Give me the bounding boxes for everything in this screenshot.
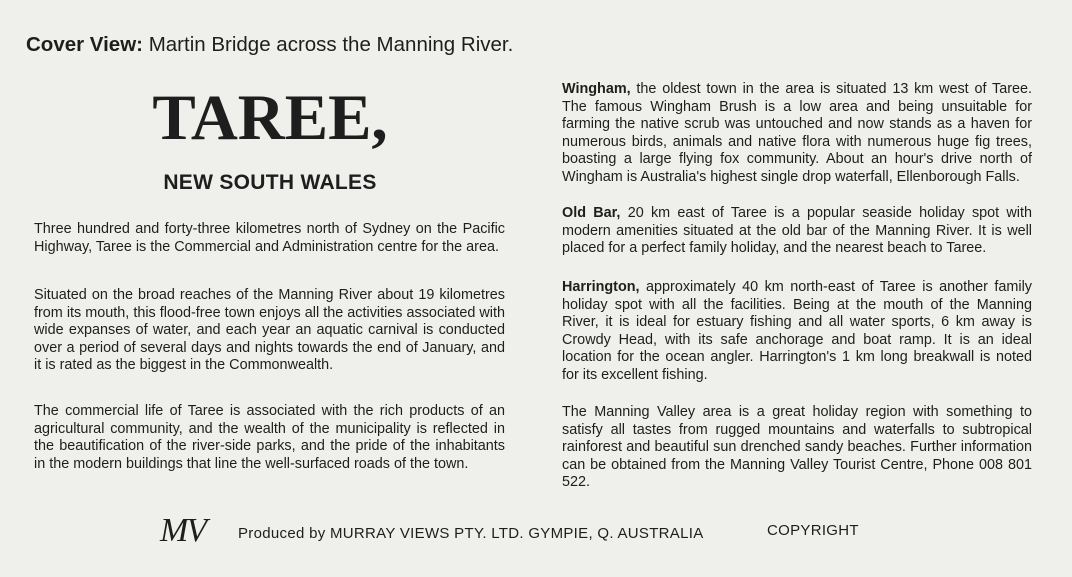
copyright-notice: COPYRIGHT (767, 522, 859, 539)
producer-credit: Produced by MURRAY VIEWS PTY. LTD. GYMPIE, Q. AUSTRALIA (238, 525, 704, 542)
right-column (562, 0, 1032, 577)
text-manning-valley: The Manning Valley area is a great holiday region with something to satisfy all tastes from rugged mountains and waterfalls to subtropical rainforest and beautiful sun drenched sandy beaches. Further information can be obtained from the Manning Valley Tourist Centre, Phone 008 801 522. (562, 404, 1032, 491)
paragraph-river: Situated on the broad reaches of the Manning River about 19 kilometres from its mouth, this flood-free town enjoys all the activities associated with wide expanses of water, and each year an aquatic carnival is conducted over a period of several days and nights towards the end of January, and it is rated as the biggest in the Commonwealth. (34, 287, 505, 374)
paragraph-commercial: The commercial life of Taree is associated with the rich products of an agricultural community, and the wealth of the municipality is reflected in the beautification of the river-side parks, and the pride of the inhabitants in the modern buildings that line the well-surfaced roads of the town. (34, 403, 505, 472)
paragraph-old-bar (562, 205, 1032, 258)
cover-view-text: Martin Bridge across the Manning River. (148, 33, 514, 56)
paragraph-wingham (562, 81, 1032, 187)
lead-harrington: Harrington, (562, 279, 640, 295)
page-title: TAREE, (152, 82, 388, 154)
cover-view-label: Cover View: (26, 33, 143, 56)
lead-wingham: Wingham, (562, 81, 631, 97)
lead-old-bar: Old Bar, (562, 205, 621, 221)
text-old-bar: 20 km east of Taree is a popular seaside holiday spot with modern amenities situated at the old bar of the Manning River. It is well placed for a perfect family holiday, and the nearest beach to Taree. (562, 205, 1032, 257)
paragraph-manning-valley (562, 404, 1032, 492)
page-subtitle: NEW SOUTH WALES (163, 171, 377, 194)
text-wingham: the oldest town in the area is situated 13 km west of Taree. The famous Wingham Brush is a low area and being unsuitable for farming the native scrub was untouched and now stands as a haven for numerous birds, animals and native flora with numerous huge fig trees, boasting a large flying fox community. About an hour's drive north of Wingham is Australia's highest single drop waterfall, Ellenborough Falls. (562, 81, 1032, 185)
paragraph-harrington (562, 279, 1032, 385)
text-harrington: approximately 40 km north-east of Taree is another family holiday spot with all the facilities. Being at the mouth of the Manning River, it is ideal for estuary fishing and all water sports, 6 km away is Crowdy Head, with its safe anchorage and boat ramp. It is an ideal location for the ocean angler. Harrington's 1 km long breakwall is noted for its excellent fishing. (562, 279, 1032, 383)
murray-views-logo: MV (160, 512, 206, 549)
paragraph-intro: Three hundred and forty-three kilometres north of Sydney on the Pacific Highway, Taree is the Commercial and Administration centre for the area. (34, 221, 505, 255)
left-column (34, 0, 505, 577)
